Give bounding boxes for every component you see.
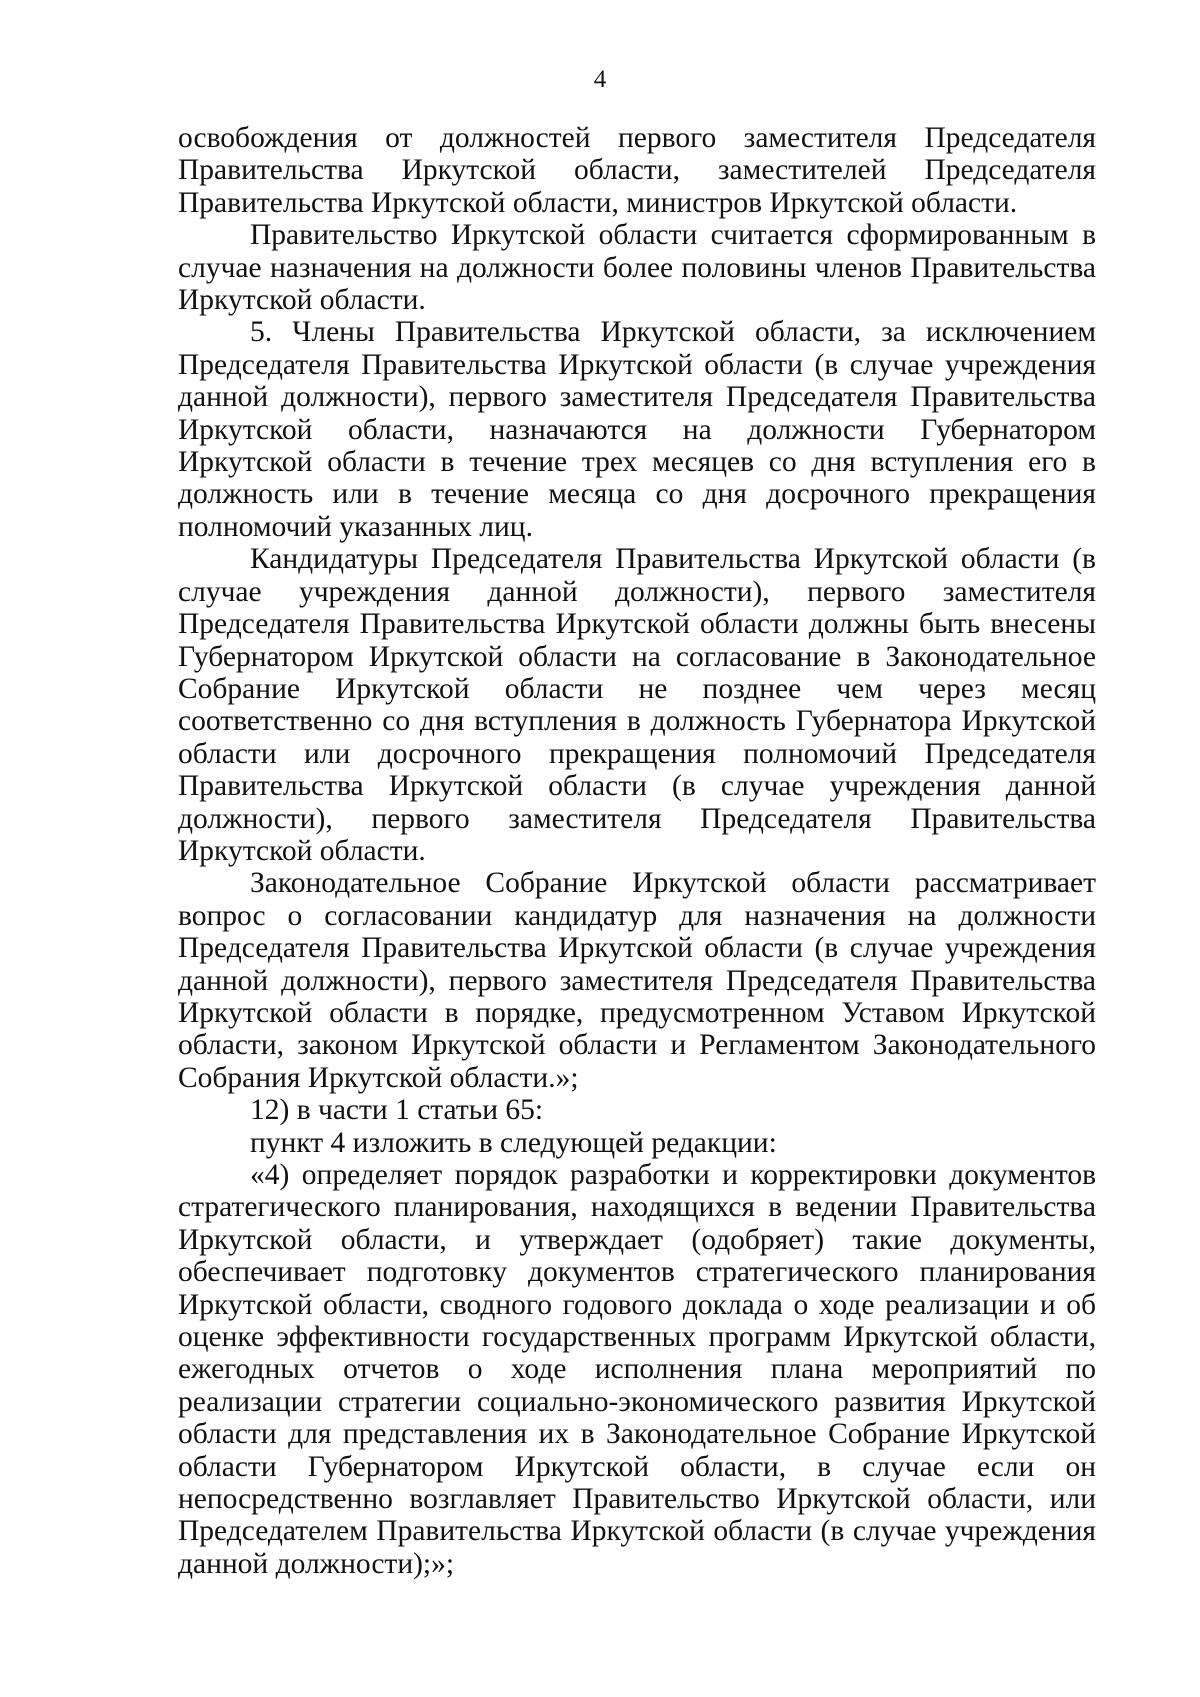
paragraph-5: Законодательное Собрание Иркутской области рассматривает вопрос о согласовании кандидатур для назначения на должности Председателя Правительства Иркутской области (в случае учреждения данной должности), первого заместителя Председателя Правительства Иркутской области в порядке, предусмотренном Уставом Иркутской области, законом Иркутской области и Регламентом Законодательного Собрания Иркутской области.»; — [178, 867, 1096, 1094]
paragraph-1: освобождения от должностей первого заместителя Председателя Правительства Иркутской области, заместителей Председателя Правительства Иркутской области, министров Иркутской области. — [178, 122, 1096, 219]
paragraph-3: 5. Члены Правительства Иркутской области, за исключением Председателя Правительства Иркутской области (в случае учреждения данной должности), первого заместителя Председателя Правительства Иркутской области, назначаются на должности Губернатором Иркутской области в течение трех месяцев со дня вступления его в должность или в течение месяца со дня досрочного прекращения полномочий указанных лиц. — [178, 316, 1096, 543]
paragraph-4: Кандидатуры Председателя Правительства Иркутской области (в случае учреждения данной должности), первого заместителя Председателя Правительства Иркутской области должны быть внесены Губернатором Иркутской области на согласование в Законодательное Собрание Иркутской области не позднее чем через месяц соответственно со дня вступления в должность Губернатора Иркутской области или досрочного прекращения полномочий Председателя Правительства Иркутской области (в случае учреждения данной должности), первого заместителя Председателя Правительства Иркутской области. — [178, 543, 1096, 867]
paragraph-6: 12) в части 1 статьи 65: — [250, 1094, 544, 1127]
paragraph-7: пункт 4 изложить в следующей редакции: — [250, 1126, 777, 1159]
paragraph-8: «4) определяет порядок разработки и корректировки документов стратегического планирования, находящихся в ведении Правительства Иркутской области, и утверждает (одобряет) такие документы, обеспечивает подготовку документов стратегического планирования Иркутской области, сводного годового доклада о ходе реализации и об оценке эффективности государственных программ Иркутской области, ежегодных отчетов о ходе исполнения плана мероприятий по реализации стратегии социально-экономического развития Иркутской области для представления их в Законодательное Собрание Иркутской области Губернатором Иркутской области, в случае если он непосредственно возглавляет Правительство Иркутской области, или Председателем Правительства Иркутской области (в случае учреждения данной должности);»; — [178, 1159, 1096, 1580]
page-number: 4 — [593, 66, 607, 93]
paragraph-2: Правительство Иркутской области считается сформированным в случае назначения на должности более половины членов Правительства Иркутской области. — [178, 219, 1096, 317]
document-body — [178, 122, 1096, 1580]
